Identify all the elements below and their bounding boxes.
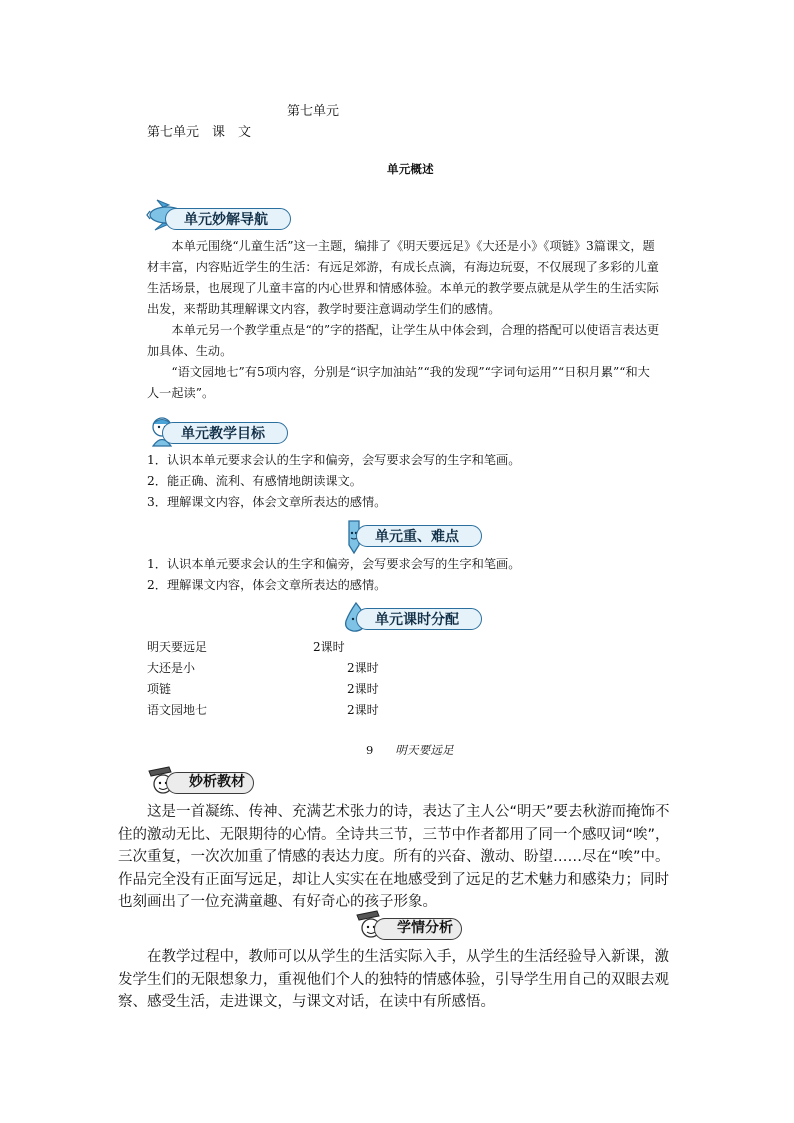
key-point-item-2: 2．理解课文内容，体会文章所表达的感情。	[147, 578, 387, 592]
goal-item-1: 1．认识本单元要求会认的生字和偏旁，会写要求会写的生字和笔画。	[147, 453, 521, 467]
section-heading-goals: 单元教学目标	[162, 422, 288, 444]
schedule-lesson-hours: 2课时	[347, 682, 379, 696]
nav-paragraph-2: 本单元另一个教学重点是“的”字的搭配，让学生从中体会到，合理的搭配可以使语言表达更加具体、生动。	[147, 323, 660, 358]
unit-subtitle: 第七单元 课 文	[147, 125, 252, 140]
schedule-lesson-name: 项链	[147, 682, 172, 696]
schedule-lesson-name: 明天要远足	[147, 640, 208, 654]
schedule-lesson-hours: 2课时	[313, 640, 345, 654]
learning-paragraph: 在教学过程中，教师可以从学生的生活实际入手，从学生的生活经验导入新课，激发学生们的无限想象力，重视他们个人的独特的情感体验，引导学生用自己的双眼去观察、感受生活，走进课文，与课文对话，在读中有所感悟。	[118, 949, 669, 1010]
nav-paragraph-3: “语文园地七”有5项内容，分别是“识字加油站”“我的发现”“字词句运用”“日积月累”“和大人一起读”。	[147, 365, 650, 400]
schedule-lesson-hours: 2课时	[347, 661, 379, 675]
schedule-row	[147, 638, 407, 658]
lesson-number: 9	[366, 743, 374, 757]
section-heading-nav: 单元妙解导航	[165, 208, 291, 230]
section-heading-analysis: 妙析教材	[166, 772, 254, 794]
goal-item-3: 3．理解课文内容，体会文章所表达的感情。	[147, 495, 387, 509]
unit-top-title: 第七单元	[287, 104, 340, 119]
schedule-lesson-hours: 2课时	[347, 703, 379, 717]
schedule-lesson-name: 大还是小	[147, 661, 196, 675]
schedule-row	[147, 659, 407, 679]
goal-item-2: 2．能正确、流利、有感情地朗读课文。	[147, 474, 362, 488]
schedule-row	[147, 701, 407, 721]
section-heading-key-points: 单元重、难点	[356, 525, 482, 547]
schedule-row	[147, 680, 407, 700]
lesson-heading	[366, 742, 454, 758]
overview-title: 单元概述	[387, 162, 434, 176]
section-heading-learning: 学情分析	[374, 918, 462, 940]
schedule-lesson-name: 语文园地七	[147, 703, 208, 717]
nav-paragraph-1: 本单元围绕“儿童生活”这一主题，编排了《明天要远足》《大还是小》《项链》3篇课文，题材丰富，内容贴近学生的生活：有远足郊游，有成长点滴，有海边玩耍，不仅展现了多彩的儿童生活场景，也展现了儿童丰富的内心世界和情感体验。本单元的教学要点就是从学生的生活实际出发，来帮助其理解课文内容，教学时要注意调动学生们的感情。	[147, 239, 659, 316]
analysis-paragraph: 这是一首凝练、传神、充满艺术张力的诗，表达了主人公“明天”要去秋游而掩饰不住的激动无比、无限期待的心情。全诗共三节，三节中作者都用了同一个感叹词“唉”，三次重复，一次次加重了情感的表达力度。所有的兴奋、激动、盼望……尽在“唉”中。作品完全没有正面写远足，却让人实实在在地感受到了远足的艺术魅力和感染力；同时也刻画出了一位充满童趣、有好奇心的孩子形象。	[118, 804, 670, 910]
lesson-title: 明天要远足	[395, 743, 454, 757]
key-point-item-1: 1．认识本单元要求会认的生字和偏旁，会写要求会写的生字和笔画。	[147, 557, 521, 571]
section-heading-schedule: 单元课时分配	[356, 608, 482, 630]
